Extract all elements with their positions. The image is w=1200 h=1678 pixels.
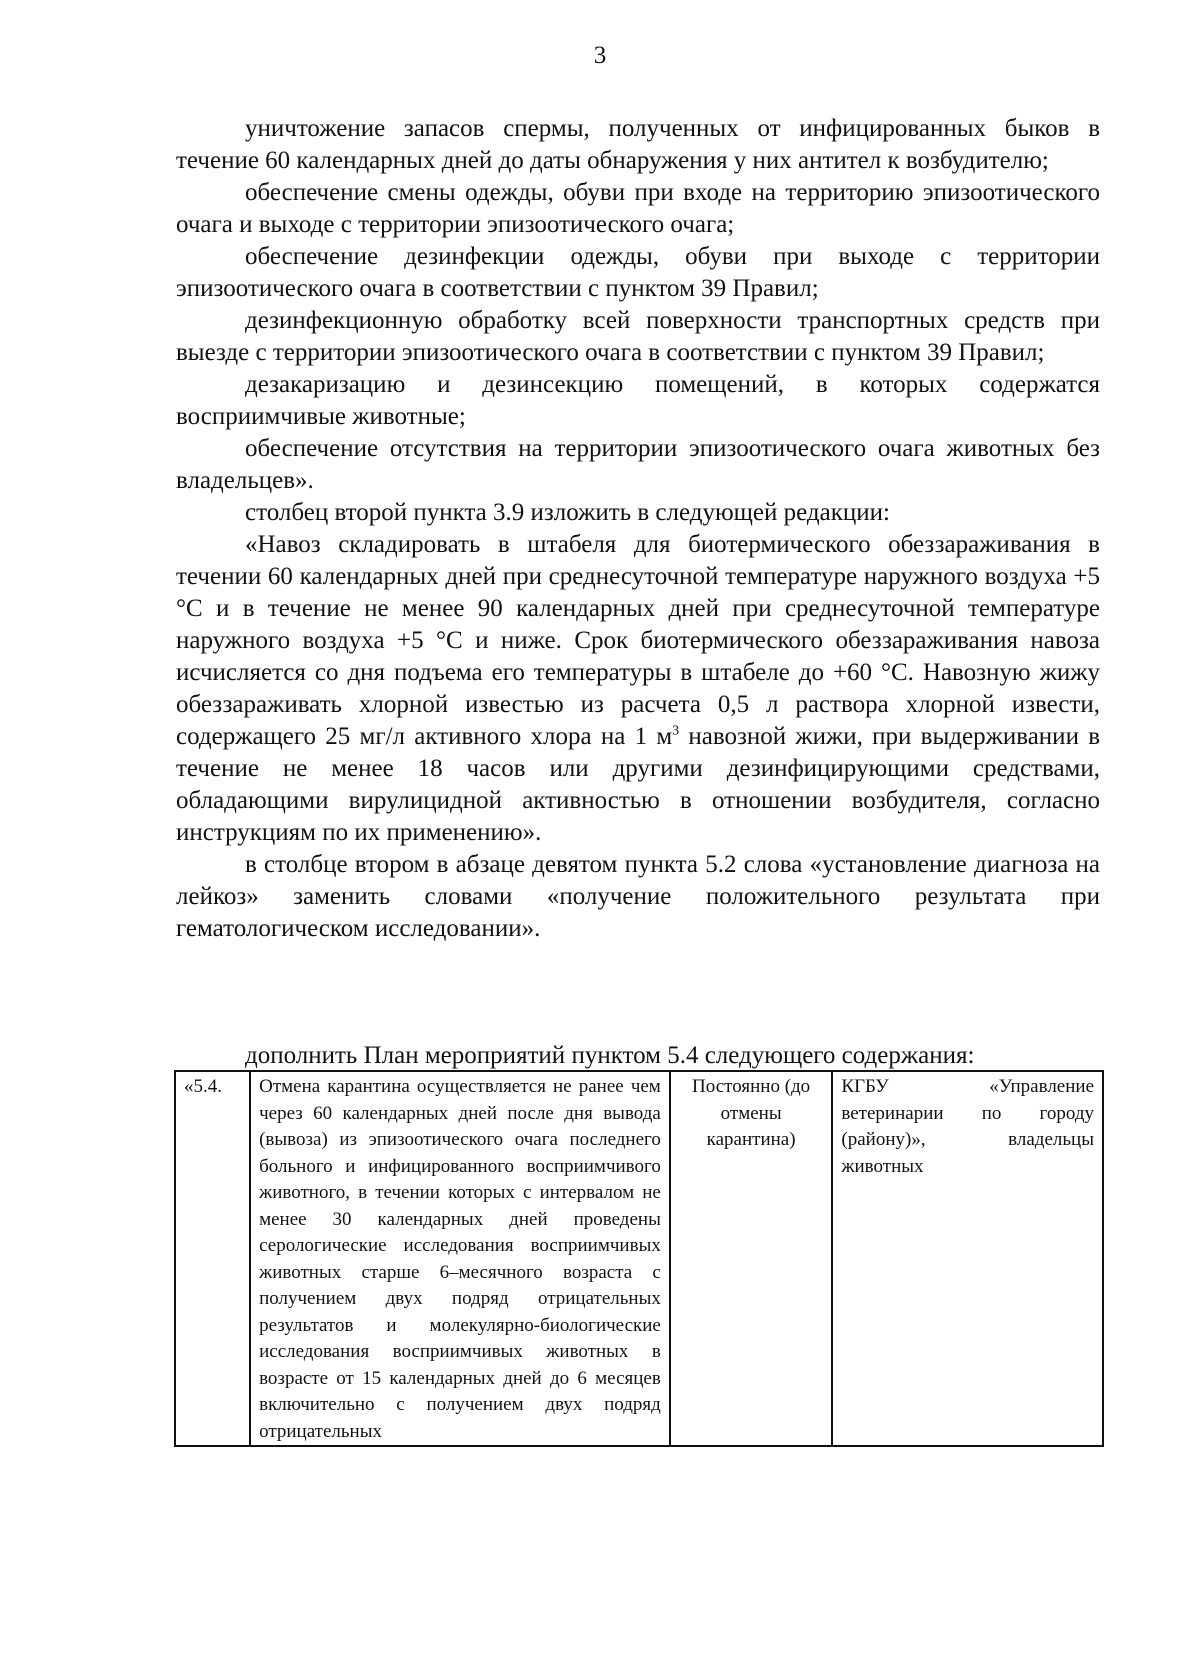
paragraph: столбец второй пункта 3.9 изложить в следующей редакции:	[245, 499, 890, 526]
document-body	[176, 113, 1100, 945]
item-term-cell: Постоянно (до отмены карантина)	[670, 1071, 833, 1446]
item-description-cell: Отмена карантина осуществляется не ранее чем через 60 календарных дней после дня вывода (вывоза) из эпизоотического очага последнего больного и инфицированного восприимчивого животного, в течении которых с интервалом не менее 30 календарных дней проведены серологические исследования восприимчивых животных старше 6–месячного возраста с получением двух подряд отрицательных результатов и молекулярно-биологические исследования восприимчивых животных в возрасте от 15 календарных дней до 6 месяцев включительно с получением двух подряд отрицательных	[250, 1071, 670, 1446]
paragraph: уничтожение запасов спермы, полученных от инфицированных быков в течение 60 календарных дней до даты обнаружения у них антител к возбудителю;	[176, 115, 1100, 174]
item-number-cell: «5.4.	[175, 1071, 250, 1446]
paragraph: дезинфекционную обработку всей поверхности транспортных средств при выезде с территории эпизоотического очага в соответствии с пунктом 39 Правил;	[176, 307, 1100, 366]
page-number: 3	[593, 42, 607, 69]
paragraph: обеспечение дезинфекции одежды, обуви при выходе с территории эпизоотического очага в соответствии с пунктом 39 Правил;	[176, 243, 1100, 302]
paragraph-5-2: в столбце втором в абзаце девятом пункта 5.2 слова «установление диагноза на лейкоз» заменить словами «получение положительного результата при гематологическом исследовании».	[176, 851, 1100, 942]
manure-paragraph	[176, 529, 1100, 849]
cubic-superscript: 3	[672, 723, 680, 739]
measures-table	[174, 1070, 1104, 1447]
paragraph: обеспечение смены одежды, обуви при входе на территорию эпизоотического очага и выходе с территории эпизоотического очага;	[176, 179, 1100, 238]
paragraph: обеспечение отсутствия на территории эпизоотического очага животных без владельцев».	[176, 435, 1100, 494]
paragraph: дезакаризацию и дезинсекцию помещений, в которых содержатся восприимчивые животные;	[176, 371, 1100, 430]
manure-text-part-2: навозной жижи, при выдерживании в течение не менее 18 часов или другими дезинфицирующими средствами, обладающими вирулицидной активностью в отношении возбудителя, согласно инструкциям по их применению».	[176, 723, 1100, 846]
manure-text-part-1: «Навоз складировать в штабеля для биотермического обеззараживания в течении 60 календарных дней при среднесуточной температуре наружного воздуха +5 °С и в течение не менее 90 календарных дней при среднесуточной температуре наружного воздуха +5 °С и ниже. Срок биотермического обеззараживания навоза исчисляется со дня подъема его температуры в штабеле до +60 °С. Навозную жижу обеззараживать хлорной известью из расчета 0,5 л раствора хлорной извести, содержащего 25 мг/л активного хлора на 1 м	[176, 531, 1100, 750]
item-executor-cell: КГБУ «Управление ветеринарии по городу (району)», владельцы животных	[832, 1071, 1103, 1446]
table-intro: дополнить План мероприятий пунктом 5.4 следующего содержания:	[245, 1042, 975, 1069]
table-row	[175, 1071, 1103, 1446]
